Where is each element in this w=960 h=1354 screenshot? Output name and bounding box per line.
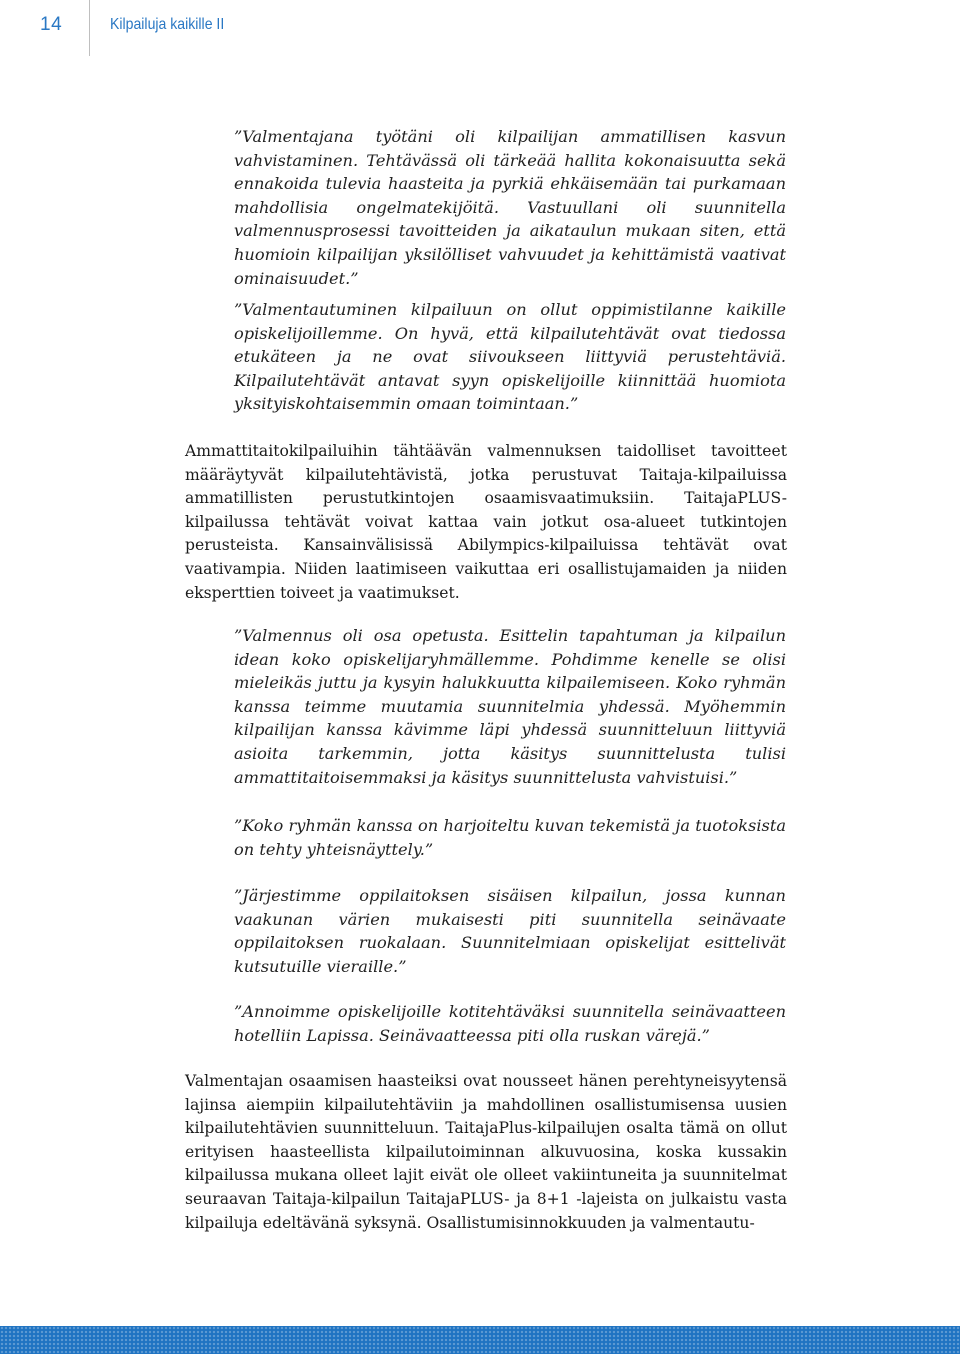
- quote-block: ”Annoimme opiskelijoille kotitehtäväksi suunnitella seinävaatteen hotelliin Lapissa. Seinävaatteessa piti olla ruskan värejä.”: [234, 1002, 786, 1045]
- quote-block: ”Valmentajana työtäni oli kilpailijan ammatillisen kasvun vahvistaminen. Tehtävässä oli tärkeää hallita kokonaisuutta sekä ennakoida tulevia haasteita ja pyrkiä ehkäisemään tai purkamaan mahdollisia ongelmatekijöitä. Vastuullani oli suunnitella valmennusprosessi tavoitteiden ja aikataulun mukaan siten, että huomioin kilpailijan yksilölliset vahvuudet ja kehittämistä vaativat ominaisuudet.”: [234, 127, 786, 288]
- page-header: [0, 0, 960, 60]
- quote-block: ”Koko ryhmän kanssa on harjoiteltu kuvan tekemistä ja tuotoksista on tehty yhteisnäyttely.”: [234, 816, 786, 859]
- header-divider: [89, 0, 90, 56]
- quote-block: ”Järjestimme oppilaitoksen sisäisen kilpailun, jossa kunnan vaakunan värien mukaisesti piti suunnitella seinävaate oppilaitoksen ruokalaan. Suunnitelmiaan opiskelijat esittelivät kutsutuille vieraille.”: [234, 886, 786, 976]
- quote-block: ”Valmennus oli osa opetusta. Esittelin tapahtuman ja kilpailun idean koko opiskelijaryhmällemme. Pohdimme kenelle se olisi mieleikäs juttu ja kysyin halukkuutta kilpailemiseen. Koko ryhmän kanssa teimme muutamia suunnitelmia yhdessä. Myöhemmin kilpailijan kanssa kävimme läpi yhdessä suunnitteluun liittyviä asioita tarkemmin, jotta käsitys suunnittelusta tulisi ammattitaitoisemmaksi ja käsitys suunnittelusta vahvistuisi.”: [234, 626, 786, 787]
- running-title: Kilpailuja kaikille II: [110, 16, 225, 33]
- body-paragraph: Valmentajan osaamisen haasteiksi ovat nousseet hänen perehtyneisyytensä lajinsa aiempiin kilpailutehtäviin ja mahdollinen osallistumisensa uusien kilpailutehtävien suunnitteluun. TaitajaPlus-kilpailujen osalta tämä on ollut erityisen haasteellista kilpailutoiminnan alkuvuosina, koska kussakin kilpailussa mukana olleet lajit eivät ole olleet vakiintuneita ja suunnitelmat seuraavan Taitaja-kilpailun TaitajaPLUS- ja 8+1 -lajeista on julkaistu vasta kilpailuja edeltävänä syksynä. Osallistumisinnokkuuden ja valmentautu-: [185, 1072, 787, 1232]
- footer-band: [0, 1326, 960, 1354]
- quote-block: ”Valmentautuminen kilpailuun on ollut oppimistilanne kaikille opiskelijoillemme. On hyvä, että kilpailutehtävät ovat tiedossa etukäteen ja ne ovat siivoukseen liittyviä perustehtäviä. Kilpailutehtävät antavat syyn opiskelijoille kiinnittää huomiota yksityiskohtaisemmin omaan toimintaan.”: [234, 300, 786, 414]
- body-paragraph: Ammattitaitokilpailuihin tähtäävän valmennuksen taidolliset tavoitteet määräytyvät kilpailutehtävistä, jotka perustuvat Taitaja-kilpailuissa ammatillisten perustutkintojen osaamisvaatimuksiin. TaitajaPLUS-kilpailussa tehtävät voivat kattaa vain jotkut osa-alueet tutkintojen perusteista. Kansainvälisissä Abilympics-kilpailuissa tehtävät ovat vaativampia. Niiden laatimiseen vaikuttaa eri osallistujamaiden ja niiden eksperttien toiveet ja vaatimukset.: [185, 442, 787, 602]
- page-number: 14: [40, 14, 63, 35]
